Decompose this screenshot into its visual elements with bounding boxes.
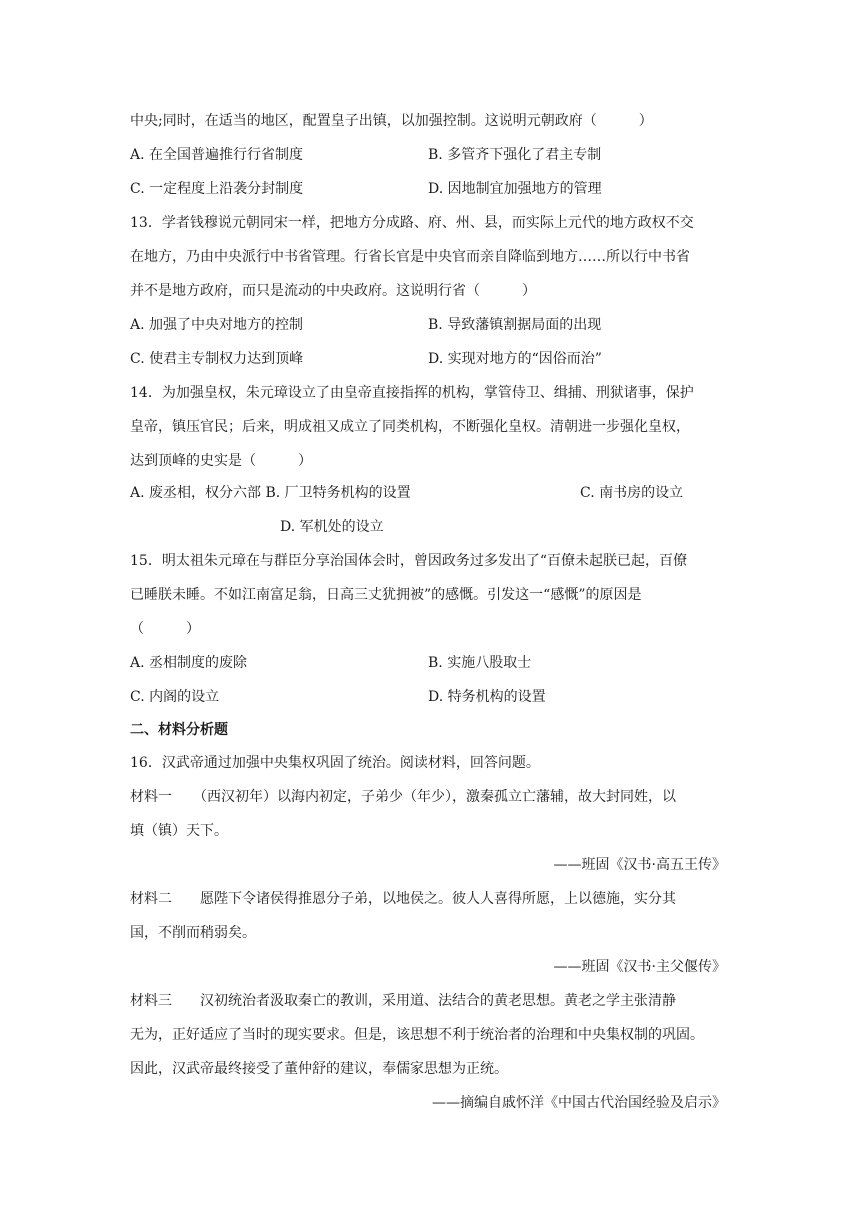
material-3-source: ——摘编自戚怀洋《中国古代治国经验及启示》 [432,1095,726,1111]
material-1-source: ——班固《汉书·高五王传》 [553,857,726,873]
q15-option-a: A. 丞相制度的废除 [130,655,248,671]
section-heading: 二、材料分析题 [130,722,228,738]
material-2-line-1: 材料二 愿陛下令诸侯得推恩分子弟，以地侯之。彼人人喜得所愿，上以德施，实分其 [130,891,676,907]
material-2-line-2: 国，不削而稍弱矣。 [130,925,256,941]
q13-stem-line-2: 在地方，乃由中央派行中书省管理。行省长官是中央官而亲自降临到地方……所以行中书省 [130,249,690,265]
q16-intro: 16．汉武帝通过加强中央集权巩固了统治。阅读材料，回答问题。 [130,755,540,771]
q15-stem-line-2: 已睡朕未睡。不如江南富足翁，日高三丈犹拥被”的感慨。引发这一“感慨”的原因是 [130,587,642,603]
q12-option-d: D. 因地制宜加强地方的管理 [428,181,602,197]
q14-stem-line-1: 14．为加强皇权，朱元璋设立了由皇帝直接指挥的机构，掌管侍卫、缉捕、刑狱诸事，保护 [130,385,694,401]
q13-option-d: D. 实现对地方的“因俗而治” [428,351,602,367]
q13-option-b: B. 导致藩镇割据局面的出现 [428,317,602,333]
material-2-source: ——班固《汉书·主父偃传》 [553,959,726,975]
material-3-line-3: 因此，汉武帝最终接受了董仲舒的建议，奉儒家思想为正统。 [130,1061,508,1077]
q13-option-a: A. 加强了中央对地方的控制 [130,317,304,333]
q15-option-b: B. 实施八股取士 [428,655,532,671]
q15-stem-line-1: 15．明太祖朱元璋在与群臣分享治国体会时，曾因政务过多发出了“百僚未起朕已起，百僚 [130,553,687,569]
q14-stem-line-2: 皇帝，镇压官民；后来，明成祖又成立了同类机构，不断强化皇权。清朝进一步强化皇权， [130,419,690,435]
q14-option-ab: A. 废丞相，权分六部 B. 厂卫特务机构的设置 [130,485,411,501]
q15-option-c: C. 内阁的设立 [130,689,220,705]
q14-stem-line-3: 达到顶峰的史实是（ ） [130,453,312,469]
q13-stem-line-3: 并不是地方政府，而只是流动的中央政府。这说明行省（ ） [130,283,536,299]
material-3-line-2: 无为，正好适应了当时的现实要求。但是，该思想不利于统治者的治理和中央集权制的巩固。 [130,1027,704,1043]
material-3-line-1: 材料三 汉初统治者汲取秦亡的教训，采用道、法结合的黄老思想。黄老之学主张清静 [130,993,676,1009]
q12-stem: 中央;同时，在适当的地区，配置皇子出镇，以加强控制。这说明元朝政府（ ） [130,113,653,129]
material-1-line-1: 材料一 （西汉初年）以海内初定，子弟少（年少），激秦孤立亡藩辅，故大封同姓，以 [130,789,676,805]
q13-stem-line-1: 13．学者钱穆说元朝同宋一样，把地方分成路、府、州、县，而实际上元代的地方政权不交 [130,215,694,231]
q15-stem-line-3: （ ） [130,621,200,637]
material-1-line-2: 填（镇）天下。 [130,823,228,839]
q12-option-a: A. 在全国普遍推行行省制度 [130,147,304,163]
q14-option-d: D. 军机处的设立 [280,519,384,535]
q12-option-c: C. 一定程度上沿袭分封制度 [130,181,304,197]
q12-option-b: B. 多管齐下强化了君主专制 [428,147,602,163]
q14-option-c: C. 南书房的设立 [580,485,684,501]
q13-option-c: C. 使君主专制权力达到顶峰 [130,351,304,367]
q15-option-d: D. 特务机构的设置 [428,689,546,705]
